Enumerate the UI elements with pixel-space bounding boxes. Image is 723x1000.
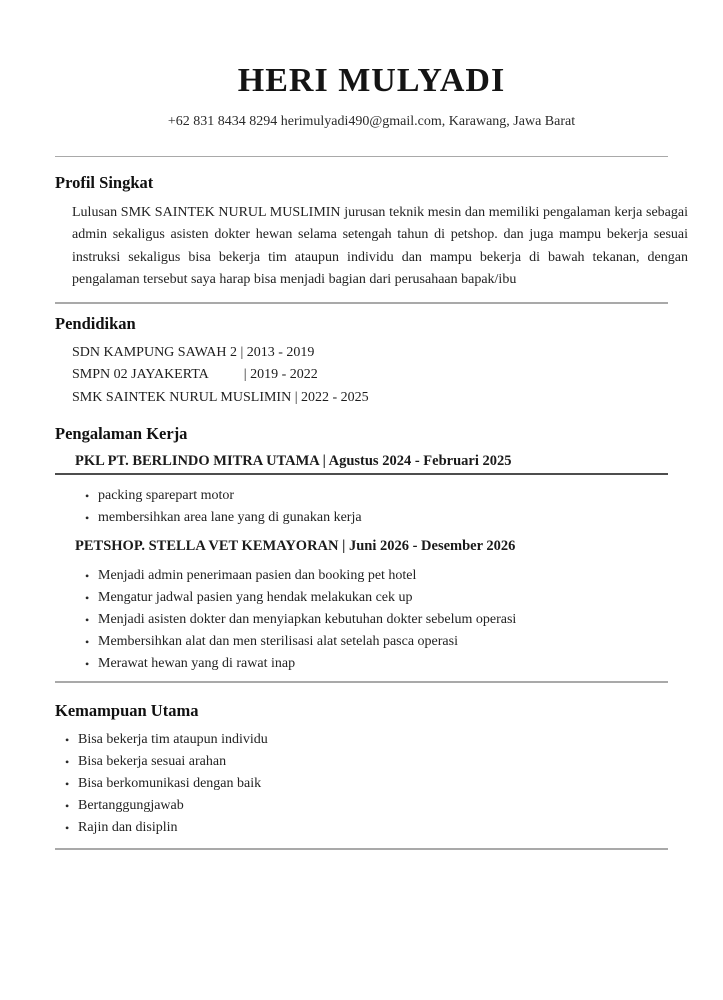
education-item: SMK SAINTEK NURUL MUSLIMIN | 2022 - 2025 bbox=[72, 389, 369, 405]
job-title-underline bbox=[55, 453, 668, 475]
job-entry bbox=[55, 453, 688, 529]
job-bullet-list bbox=[85, 565, 688, 675]
job-bullet: • Mengatur jadwal pasien yang hendak melakukan cek up bbox=[85, 587, 688, 609]
skill-list bbox=[65, 729, 688, 839]
job-entry bbox=[55, 538, 688, 675]
skill-item: • Bisa berkomunikasi dengan baik bbox=[65, 773, 688, 795]
education-item: SMPN 02 JAYAKERTA | 2019 - 2022 bbox=[72, 367, 318, 383]
job-bullet-list bbox=[85, 485, 688, 529]
education-list bbox=[72, 342, 688, 410]
contact-line: +62 831 8434 8294 herimulyadi490@gmail.com, Karawang, Jawa Barat bbox=[167, 114, 576, 129]
job-title: PETSHOP. STELLA VET KEMAYORAN | Juni 2026 - Desember 2026 bbox=[75, 538, 516, 555]
job-bullet: • Menjadi admin penerimaan pasien dan booking pet hotel bbox=[85, 565, 688, 587]
skill-item: • Bisa bekerja sesuai arahan bbox=[65, 751, 688, 773]
education-heading: Pendidikan bbox=[55, 313, 136, 333]
skills-heading: Kemampuan Utama bbox=[55, 701, 199, 721]
section-pengalaman-kerja bbox=[55, 415, 688, 683]
skill-item: • Rajin dan disiplin bbox=[65, 817, 688, 839]
profile-heading: Profil Singkat bbox=[55, 173, 154, 192]
skill-item: • Bisa bekerja tim ataupun individu bbox=[65, 729, 688, 751]
section-kemampuan-utama bbox=[55, 683, 688, 850]
job-bullet: • membersihkan area lane yang di gunakan kerja bbox=[85, 507, 688, 529]
experience-heading: Pengalaman Kerja bbox=[55, 424, 188, 444]
skills-divider bbox=[55, 848, 668, 850]
job-title-wrap bbox=[55, 538, 668, 555]
education-item: SDN KAMPUNG SAWAH 2 | 2013 - 2019 bbox=[72, 344, 315, 360]
job-bullet: • Membersihkan alat dan men sterilisasi alat setelah pasca operasi bbox=[85, 631, 688, 653]
section-profil-singkat bbox=[55, 157, 688, 292]
job-bullet: • Merawat hewan yang di rawat inap bbox=[85, 653, 688, 675]
job-bullet: • Menjadi asisten dokter dan menyiapkan kebutuhan dokter sebelum operasi bbox=[85, 609, 688, 631]
section-pendidikan bbox=[55, 304, 688, 410]
skill-item: • Bertanggungjawab bbox=[65, 795, 688, 817]
resume-header bbox=[55, 62, 688, 130]
job-bullet: • packing sparepart motor bbox=[85, 485, 688, 507]
person-name: HERI MULYADI bbox=[237, 62, 506, 99]
job-title: PKL PT. BERLINDO MITRA UTAMA | Agustus 2024 - Februari 2025 bbox=[75, 453, 512, 470]
profile-text: Lulusan SMK SAINTEK NURUL MUSLIMIN jurusan teknik mesin dan memiliki pengalaman kerja sebagai admin sekaligus asisten dokter hewan selama setengah tahun di petshop. dan juga mampu bekerja sesuai instruksi sekaligus bisa bekerja tim ataupun individu dan mampu bekerja di bawah tekanan, dengan pengalaman tersebut saya harap bisa menjadi bagian dari perusahaan bapak/ibu bbox=[72, 205, 688, 288]
